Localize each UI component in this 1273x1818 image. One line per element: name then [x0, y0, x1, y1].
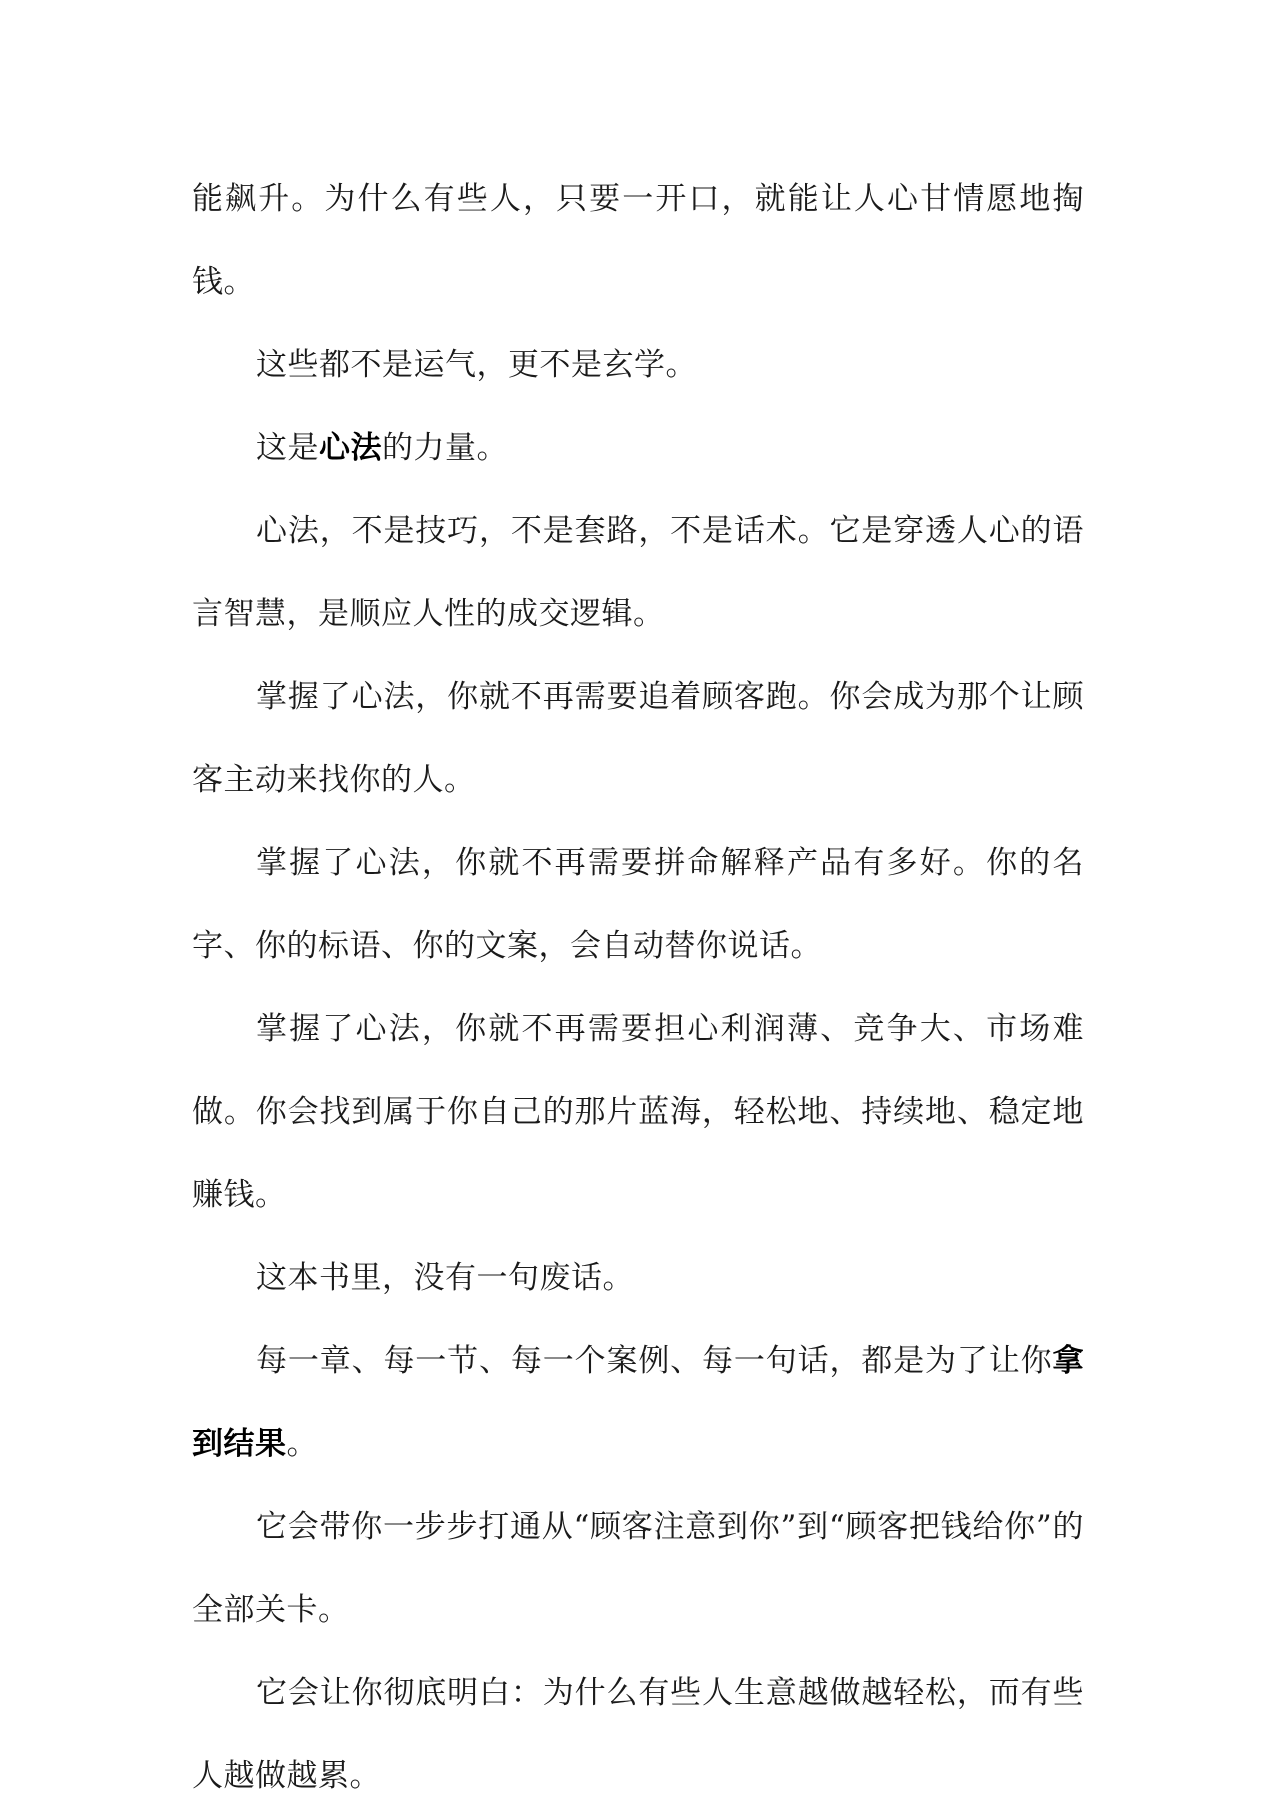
text-run: 。	[286, 1426, 318, 1462]
text-run: 它会让你彻底明白：为什么有些人生意越做越轻松，而有些人越做越累。	[192, 1675, 1084, 1794]
text-run: 这本书里，没有一句废话。	[256, 1260, 634, 1296]
text-run: 掌握了心法，你就不再需要拼命解释产品有多好。你的名字、你的标语、你的文案，会自动替你说话。	[192, 845, 1084, 964]
text-run: 掌握了心法，你就不再需要追着顾客跑。你会成为那个让顾客主动来找你的人。	[192, 679, 1084, 798]
text-run: 这是	[256, 430, 319, 466]
text-run: 的力量。	[382, 430, 508, 466]
text-run: 每一章、每一节、每一个案例、每一句话，都是为了让你	[256, 1343, 1053, 1379]
paragraph-3	[192, 490, 1084, 656]
paragraph-1	[192, 324, 1084, 407]
text-run: 心法，不是技巧，不是套路，不是话术。它是穿透人心的语言智慧，是顺应人性的成交逻辑。	[192, 513, 1084, 632]
paragraph-2	[192, 407, 1084, 490]
paragraph-4	[192, 656, 1084, 822]
paragraph-6	[192, 988, 1084, 1237]
text-run: 能飙升。为什么有些人，只要一开口，就能让人心甘情愿地掏钱。	[192, 181, 1084, 300]
text-run: 这些都不是运气，更不是玄学。	[256, 347, 697, 383]
paragraph-10	[192, 1652, 1084, 1818]
text-run: 掌握了心法，你就不再需要担心利润薄、竞争大、市场难做。你会找到属于你自己的那片蓝海，轻松地、持续地、稳定地赚钱。	[192, 1011, 1084, 1213]
paragraph-0	[192, 158, 1084, 324]
paragraph-7	[192, 1237, 1084, 1320]
text-run: 它会带你一步步打通从“顾客注意到你”到“顾客把钱给你”的全部关卡。	[192, 1509, 1084, 1628]
paragraph-8	[192, 1320, 1084, 1486]
document-page	[192, 158, 1084, 1818]
paragraph-5	[192, 822, 1084, 988]
paragraph-9	[192, 1486, 1084, 1652]
bold-text-run: 拿到结果	[192, 1343, 1084, 1462]
bold-text-run: 心法	[319, 430, 382, 466]
